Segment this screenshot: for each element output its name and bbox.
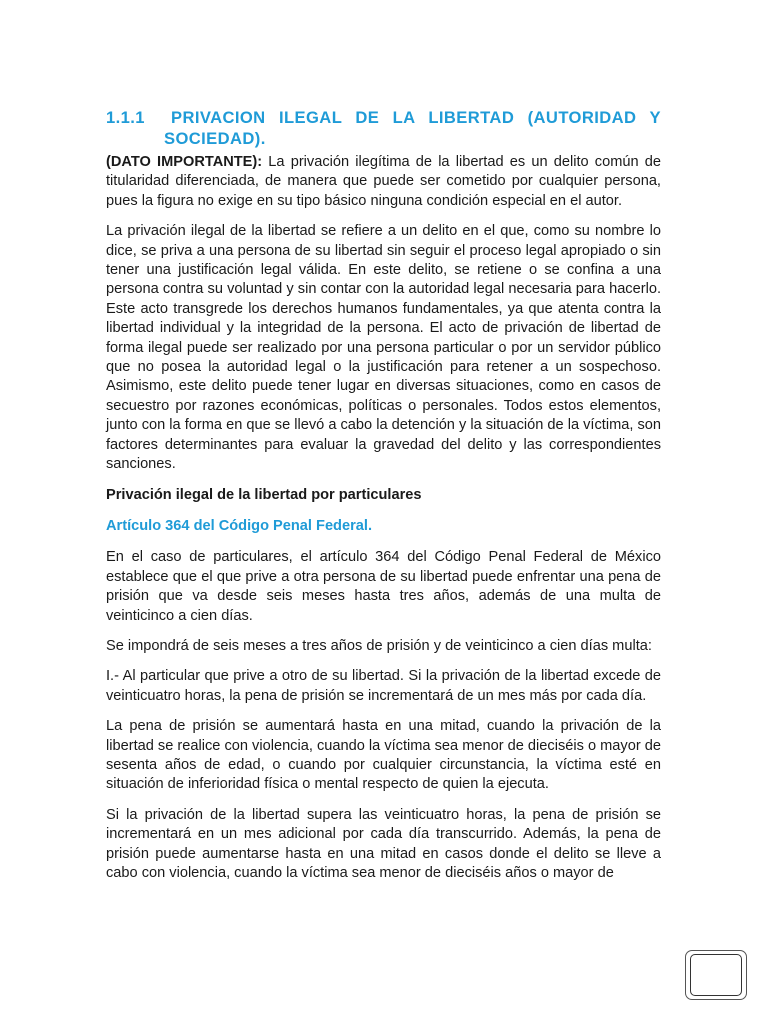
article-heading: Artículo 364 del Código Penal Federal. bbox=[106, 517, 372, 534]
paragraph-fraccion-i: I.- Al particular que prive a otro de su libertad. Si la privación de la libertad excede de veinticuatro horas, la pena de prisión se incrementará de un mes más por cada día. bbox=[106, 668, 661, 704]
section-heading bbox=[106, 107, 661, 149]
heading-line-1 bbox=[106, 107, 661, 128]
heading-title-line-2: SOCIEDAD). bbox=[164, 129, 266, 148]
dato-importante-paragraph bbox=[106, 153, 661, 211]
paragraph-veinticuatro-horas: Si la privación de la libertad supera las veinticuatro horas, la pena de prisión se incrementará en un mes adicional por cada día transcurrido. Además, la pena de prisión puede aumentarse hasta en una mitad en casos donde el delito se lleve a cabo con violencia, cuando la víctima sea menor de dieciséis años o mayor de bbox=[106, 806, 661, 881]
dato-importante-label: (DATO IMPORTANTE): bbox=[106, 154, 263, 170]
paragraph-articulo-364: En el caso de particulares, el artículo 364 del Código Penal Federal de México establece que el que prive a otra persona de su libertad puede enfrentar una pena de prisión que va desde seis meses hasta tres años, además de una multa de veinticinco a cien días. bbox=[106, 549, 661, 624]
dato-importante-text: La privación ilegítima de la libertad es un delito común de titularidad diferenciada, de manera que puede ser cometido por cualquier persona, pues la figura no exige en su tipo básico ninguna condición especial en el autor. bbox=[106, 154, 661, 209]
heading-line-1-text bbox=[106, 107, 661, 128]
heading-title-line-1: PRIVACION ILEGAL DE LA LIBERTAD (AUTORIDAD Y bbox=[171, 108, 661, 127]
paragraph-definition: La privación ilegal de la libertad se refiere a un delito en el que, como su nombre lo dice, se priva a una persona de su libertad sin seguir el proceso legal apropiado o sin tener una justificación legal válida. En este delito, se retiene o se confina a una persona contra su voluntad y sin contar con la autoridad legal necesaria para hacerlo. Este acto transgrede los derechos humanos fundamentales, ya que atenta contra la libertad individual y la integridad de la persona. El acto de privación de libertad de forma ilegal puede ser realizado por una persona particular o por un servidor público que no posea la autoridad legal o la justificación para retener a un sospechoso. Asimismo, este delito puede tener lugar en diversas situaciones, como en casos de secuestro por razones económicas, políticas o personales. Todos estos elementos, junto con la forma en que se llevó a cabo la detención y la situación de la víctima, son factores determinantes para evaluar la gravedad del delito y las correspondientes sanciones. bbox=[106, 223, 661, 473]
heading-number: 1.1.1 bbox=[106, 108, 145, 127]
paragraph-agravantes: La pena de prisión se aumentará hasta en una mitad, cuando la privación de la libertad se realice con violencia, cuando la víctima sea menor de dieciséis o mayor de sesenta años de edad, o cuando por cualquier circunstancia, la víctima esté en situación de inferioridad física o mental respecto de quien la ejecuta. bbox=[106, 718, 661, 793]
document-page bbox=[106, 107, 661, 894]
page-number-box bbox=[690, 954, 742, 996]
paragraph-pena: Se impondrá de seis meses a tres años de prisión y de veinticinco a cien días multa: bbox=[106, 637, 652, 654]
subheading-particulares: Privación ilegal de la libertad por particulares bbox=[106, 486, 422, 503]
